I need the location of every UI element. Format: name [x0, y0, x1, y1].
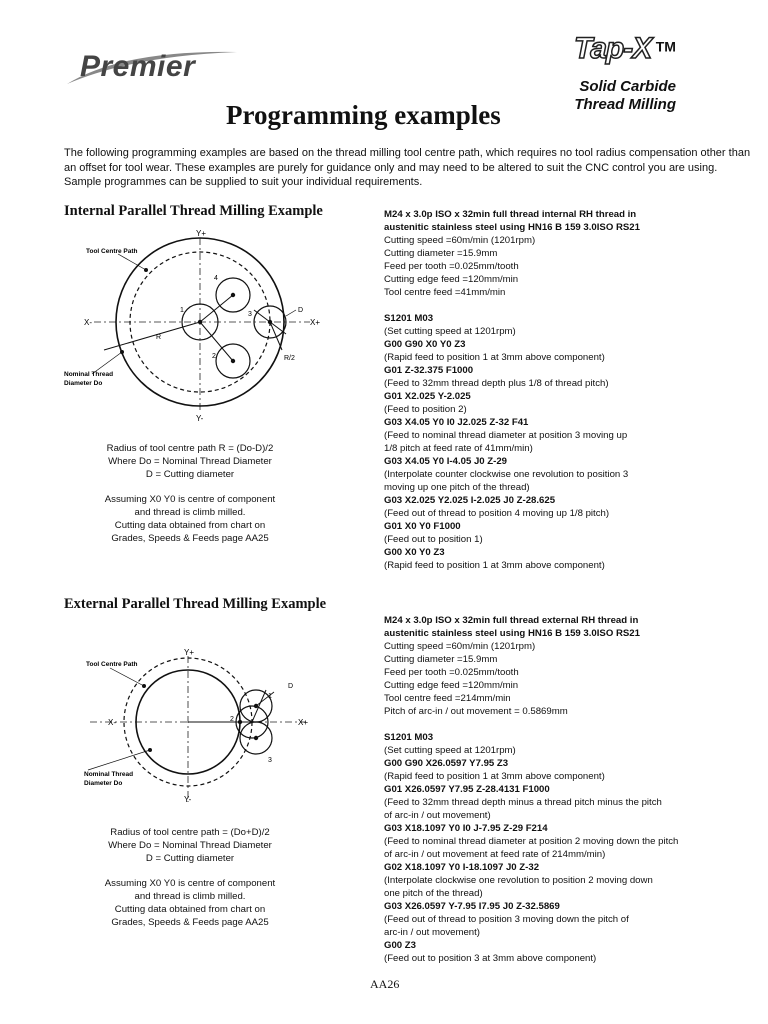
- external-point-2: 2: [230, 716, 234, 723]
- trademark: TM: [655, 38, 676, 55]
- external-code-line: of arc-in / out movement at feed rate of 214mm/min): [384, 849, 606, 860]
- internal-code-line: (Rapid feed to position 1 at 3mm above component): [384, 352, 605, 363]
- internal-code-line: austenitic stainless steel using HN16 B 159 3.0ISO RS21: [384, 222, 640, 233]
- internal-y-plus: Y+: [196, 229, 207, 238]
- internal-notes: [60, 442, 320, 545]
- subtitle-line2: Thread Milling: [574, 96, 676, 113]
- internal-code-line: G03 X2.025 Y2.025 I-2.025 J0 Z-28.625: [384, 495, 556, 506]
- external-diagram: [52, 646, 352, 846]
- external-code-line: (Rapid feed to position 1 at 3mm above component): [384, 771, 605, 782]
- page-number: AA26: [370, 977, 400, 991]
- external-nominal-label-2: Diameter Do: [84, 780, 123, 787]
- page-title: Programming examples: [226, 100, 501, 130]
- external-code-line: one pitch of the thread): [384, 888, 483, 899]
- external-nominal-label-1: Nominal Thread: [84, 771, 134, 778]
- external-code-line: of arc-in / out movement): [384, 810, 491, 821]
- external-program: [384, 614, 724, 965]
- external-code-line: Cutting speed =60m/min (1201rpm): [384, 641, 536, 652]
- note-line: Cutting data obtained from chart on: [114, 904, 266, 915]
- brand-subtitle: [574, 78, 676, 114]
- external-tool-path-label: Tool Centre Path: [86, 661, 138, 668]
- internal-code-line: G00 G90 X0 Y0 Z3: [384, 339, 466, 350]
- internal-code-line: G01 X0 Y0 F1000: [384, 521, 461, 532]
- external-code-line: Feed per tooth =0.025mm/tooth: [384, 667, 519, 678]
- note-line: Radius of tool centre path = (Do+D)/2: [110, 827, 270, 838]
- external-notes: [60, 826, 320, 929]
- intro-paragraph: The following programming examples are based on the thread milling tool centre path, which requires no tool radius compensation other than an offset for tool wear. These examples are purely for guidance only and may need to be altered to suit the CNC control you are using. Sample programmes can be supplied to suit your individual requirements.: [64, 147, 751, 188]
- internal-nominal-label-2: Diameter Do: [64, 380, 103, 387]
- internal-code-line: (Feed to 32mm thread depth plus 1/8 of thread pitch): [384, 378, 609, 389]
- internal-point-3: 3: [248, 311, 252, 318]
- internal-program: [384, 208, 724, 572]
- external-code-line: [384, 718, 724, 731]
- internal-code-line: 1/8 pitch at feed rate of 41mm/min): [384, 443, 533, 454]
- internal-code-line: M24 x 3.0p ISO x 32min full thread internal RH thread in: [384, 209, 637, 220]
- internal-x-minus: X-: [84, 318, 92, 327]
- external-heading: External Parallel Thread Milling Example: [64, 596, 327, 612]
- external-code-line: (Feed to 32mm thread depth minus a thread pitch minus the pitch: [384, 797, 662, 808]
- internal-point-1: 1: [180, 307, 184, 314]
- brand-mark: [574, 32, 676, 66]
- internal-diagram: [52, 226, 352, 426]
- note-line: Where Do = Nominal Thread Diameter: [108, 456, 272, 467]
- external-code-line: G02 X18.1097 Y0 I-18.1097 J0 Z-32: [384, 862, 540, 873]
- external-y-minus: Y-: [184, 795, 192, 804]
- premier-logo: [62, 42, 242, 92]
- external-code-line: Tool centre feed =214mm/min: [384, 693, 511, 704]
- internal-code-line: (Feed to nominal thread diameter at position 3 moving up: [384, 430, 628, 441]
- note-line: D = Cutting diameter: [145, 853, 235, 864]
- external-code-line: S1201 M03: [384, 732, 434, 743]
- internal-point-4: 4: [214, 275, 218, 282]
- internal-code-line: Feed per tooth =0.025mm/tooth: [384, 261, 519, 272]
- internal-point-2: 2: [212, 353, 216, 360]
- note-line: [60, 481, 320, 493]
- internal-heading: Internal Parallel Thread Milling Example: [64, 203, 323, 219]
- external-code-line: arc-in / out movement): [384, 927, 480, 938]
- external-code-line: G00 Z3: [384, 940, 416, 951]
- external-code-line: Cutting edge feed =120mm/min: [384, 680, 519, 691]
- internal-code-line: G03 X4.05 Y0 I0 J2.025 Z-32 F41: [384, 417, 529, 428]
- note-line: and thread is climb milled.: [134, 507, 246, 518]
- note-line: Radius of tool centre path R = (Do-D)/2: [106, 443, 274, 454]
- external-code-line: G03 X18.1097 Y0 I0 J-7.95 Z-29 F214: [384, 823, 548, 834]
- internal-nominal-label-1: Nominal Thread: [64, 371, 114, 378]
- internal-x-plus: X+: [310, 318, 321, 327]
- internal-code-line: (Feed to position 2): [384, 404, 467, 415]
- external-x-plus: X+: [298, 718, 309, 727]
- internal-code-line: (Feed out of thread to position 4 moving up 1/8 pitch): [384, 508, 610, 519]
- brand-name: Tap-X: [574, 32, 652, 65]
- internal-code-line: G01 X2.025 Y-2.025: [384, 391, 471, 402]
- internal-y-minus: Y-: [196, 414, 204, 423]
- internal-code-line: (Feed out to position 1): [384, 534, 483, 545]
- internal-code-line: Tool centre feed =41mm/min: [384, 287, 506, 298]
- external-x-minus: X-: [108, 718, 116, 727]
- internal-code-line: (Interpolate counter clockwise one revolution to position 3: [384, 469, 629, 480]
- internal-tool-path-label: Tool Centre Path: [86, 248, 138, 255]
- external-code-line: G03 X26.0597 Y-7.95 I7.95 J0 Z-32.5869: [384, 901, 560, 912]
- note-line: [60, 865, 320, 877]
- external-code-line: (Feed to nominal thread diameter at position 2 moving down the pitch: [384, 836, 679, 847]
- note-line: Grades, Speeds & Feeds page AA25: [111, 917, 269, 928]
- external-code-line: G01 X26.0597 Y7.95 Z-28.4131 F1000: [384, 784, 550, 795]
- external-code-line: (Feed out of thread to position 3 moving down the pitch of: [384, 914, 629, 925]
- internal-r2-label: R/2: [284, 355, 295, 362]
- logo-text: Premier: [80, 50, 196, 83]
- note-line: Assuming X0 Y0 is centre of component: [104, 878, 276, 889]
- note-line: D = Cutting diameter: [145, 469, 235, 480]
- note-line: and thread is climb milled.: [134, 891, 246, 902]
- external-code-line: (Set cutting speed at 1201rpm): [384, 745, 516, 756]
- internal-code-line: Cutting speed =60m/min (1201rpm): [384, 235, 536, 246]
- external-d-label: D: [288, 683, 294, 690]
- external-code-line: (Feed out to position 3 at 3mm above component): [384, 953, 597, 964]
- internal-code-line: (Rapid feed to position 1 at 3mm above component): [384, 560, 605, 571]
- internal-code-line: [384, 299, 724, 312]
- internal-code-line: moving up one pitch of the thread): [384, 482, 530, 493]
- external-code-line: M24 x 3.0p ISO x 32min full thread external RH thread in: [384, 615, 639, 626]
- external-code-line: Cutting diameter =15.9mm: [384, 654, 498, 665]
- internal-code-line: G00 X0 Y0 Z3: [384, 547, 445, 558]
- note-line: Cutting data obtained from chart on: [114, 520, 266, 531]
- external-y-plus: Y+: [184, 648, 195, 657]
- internal-code-line: (Set cutting speed at 1201rpm): [384, 326, 516, 337]
- internal-code-line: G03 X4.05 Y0 I-4.05 J0 Z-29: [384, 456, 508, 467]
- note-line: Grades, Speeds & Feeds page AA25: [111, 533, 269, 544]
- external-code-line: (Interpolate clockwise one revolution to position 2 moving down: [384, 875, 653, 886]
- external-code-line: Pitch of arc-in / out movement = 0.5869mm: [384, 706, 568, 717]
- external-code-line: G00 G90 X26.0597 Y7.95 Z3: [384, 758, 509, 769]
- external-point-3: 3: [268, 757, 272, 764]
- note-line: Assuming X0 Y0 is centre of component: [104, 494, 276, 505]
- internal-code-line: Cutting diameter =15.9mm: [384, 248, 498, 259]
- internal-d-label: D: [298, 307, 304, 314]
- external-code-line: austenitic stainless steel using HN16 B 159 3.0ISO RS21: [384, 628, 640, 639]
- subtitle-line1: Solid Carbide: [579, 78, 676, 95]
- internal-code-line: S1201 M03: [384, 313, 434, 324]
- note-line: Where Do = Nominal Thread Diameter: [108, 840, 272, 851]
- external-point-1: 1: [268, 693, 272, 700]
- internal-code-line: G01 Z-32.375 F1000: [384, 365, 474, 376]
- internal-r-label: R: [156, 334, 162, 341]
- internal-code-line: Cutting edge feed =120mm/min: [384, 274, 519, 285]
